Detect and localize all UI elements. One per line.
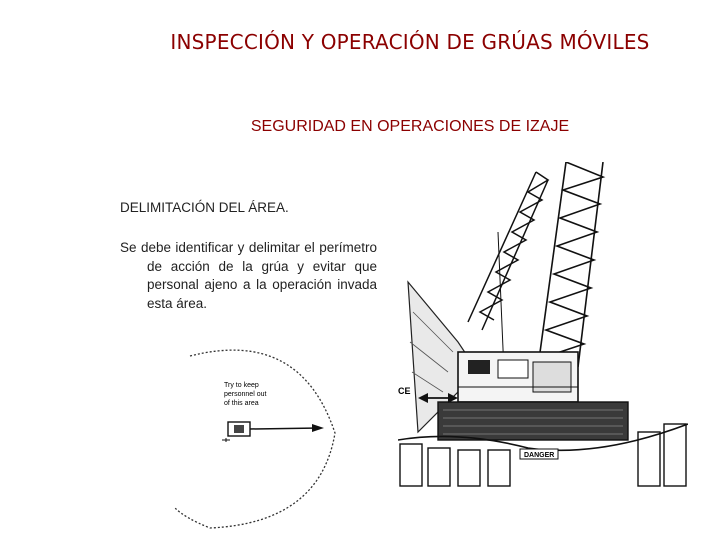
lattice-boom-right — [538, 162, 603, 367]
label-line3: of this area — [224, 400, 259, 407]
label-line2: personnel out — [224, 391, 267, 398]
slide-title: INSPECCIÓN Y OPERACIÓN DE GRÚAS MÓVILES — [170, 30, 650, 54]
lattice-boom-left — [468, 172, 548, 330]
boom-tip — [312, 424, 324, 432]
crane-illustration — [398, 162, 688, 488]
body-paragraph: Se debe identificar y delimitar el perímetro de acción de la grúa y evitar que personal ajeno a la operación invada esta área. — [120, 240, 377, 311]
slide-subtitle: SEGURIDAD EN OPERACIONES DE IZAJE — [250, 118, 570, 135]
boom-plan — [250, 428, 320, 429]
danger-sign-text: DANGER — [524, 452, 555, 459]
label-line1: Try to keep — [224, 382, 259, 389]
swing-radius-diagram — [170, 338, 340, 538]
swing-radius-arc — [175, 350, 335, 528]
edge-text: CE — [398, 386, 411, 396]
section-heading: DELIMITACIÓN DEL ÁREA. — [120, 200, 289, 215]
